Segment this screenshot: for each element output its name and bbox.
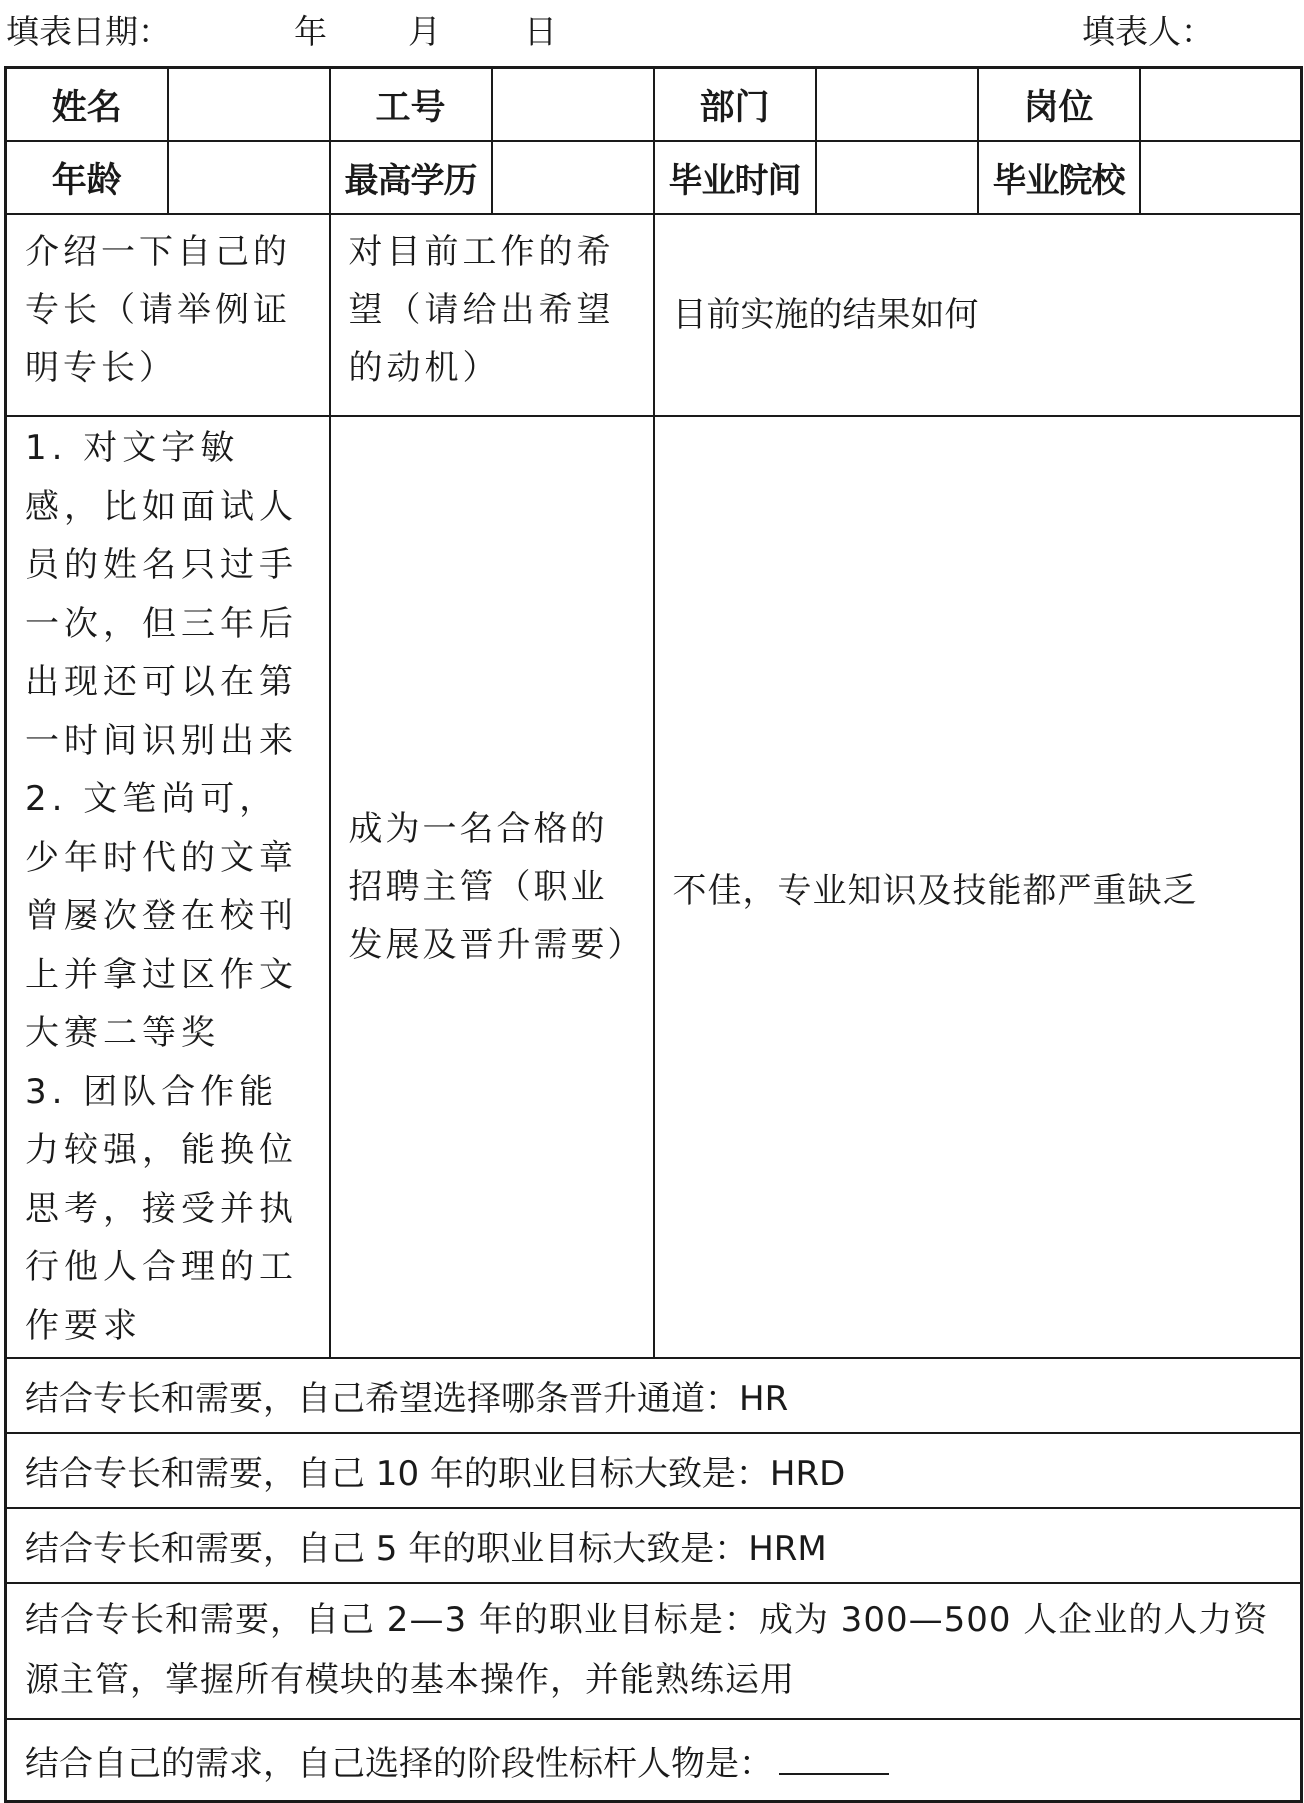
answer-row	[6, 416, 1302, 1358]
dept-label: 部门	[654, 68, 816, 142]
goal-channel-row	[6, 1358, 1302, 1433]
goal-two-three-year-row	[6, 1583, 1302, 1719]
grad-time-field[interactable]	[816, 141, 978, 214]
year-label: 年	[294, 12, 327, 51]
age-label: 年龄	[6, 141, 168, 214]
strength-item-2: 2. 文笔尚可，少年时代的文章曾屡次登在校刊上并拿过区作文大赛二等奖	[25, 779, 298, 1053]
post-field[interactable]	[1140, 68, 1302, 142]
dept-field[interactable]	[816, 68, 978, 142]
benchmark-blank[interactable]	[779, 1743, 889, 1775]
day-label: 日	[524, 12, 557, 51]
question-hopes: 对目前工作的希望（请给出希望的动机）	[330, 214, 654, 416]
goal-channel[interactable]: 结合专长和需要，自己希望选择哪条晋升通道：HR	[6, 1358, 1302, 1433]
benchmark-label: 结合自己的需求，自己选择的阶段性标杆人物是：	[25, 1743, 773, 1784]
grad-school-label: 毕业院校	[978, 141, 1140, 214]
career-plan-table	[4, 66, 1303, 1803]
edu-label: 最高学历	[330, 141, 492, 214]
question-results: 目前实施的结果如何	[654, 214, 1302, 416]
benchmark-row	[6, 1719, 1302, 1802]
strength-item-1: 1. 对文字敏感，比如面试人员的姓名只过手一次，但三年后出现还可以在第一时间识别出来	[25, 428, 298, 761]
answer-hopes[interactable]: 成为一名合格的招聘主管（职业发展及晋升需要）	[330, 416, 654, 1358]
goal-five-year-row	[6, 1508, 1302, 1583]
form-header	[0, 0, 1304, 58]
id-label: 工号	[330, 68, 492, 142]
id-field[interactable]	[492, 68, 654, 142]
age-field[interactable]	[168, 141, 330, 214]
question-row	[6, 214, 1302, 416]
answer-results[interactable]: 不佳，专业知识及技能都严重缺乏	[654, 416, 1302, 1358]
question-strengths: 介绍一下自己的专长（请举例证明专长）	[6, 214, 330, 416]
info-row-1	[6, 68, 1302, 142]
benchmark-cell[interactable]	[6, 1719, 1302, 1802]
goal-two-three-year[interactable]: 结合专长和需要，自己 2—3 年的职业目标是：成为 300—500 人企业的人力资源主管，掌握所有模块的基本操作，并能熟练运用	[6, 1583, 1302, 1719]
goal-ten-year-row	[6, 1433, 1302, 1508]
post-label: 岗位	[978, 68, 1140, 142]
answer-strengths[interactable]	[6, 416, 330, 1358]
edu-field[interactable]	[492, 141, 654, 214]
filler-label: 填表人：	[1082, 12, 1214, 51]
grad-time-label: 毕业时间	[654, 141, 816, 214]
info-row-2	[6, 141, 1302, 214]
name-field[interactable]	[168, 68, 330, 142]
grad-school-field[interactable]	[1140, 141, 1302, 214]
name-label: 姓名	[6, 68, 168, 142]
month-label: 月	[408, 12, 441, 51]
goal-five-year[interactable]: 结合专长和需要，自己 5 年的职业目标大致是：HRM	[6, 1508, 1302, 1583]
strength-item-3: 3. 团队合作能力较强，能换位思考，接受并执行他人合理的工作要求	[25, 1071, 298, 1346]
goal-ten-year[interactable]: 结合专长和需要，自己 10 年的职业目标大致是：HRD	[6, 1433, 1302, 1508]
fill-date-label: 填表日期：	[6, 12, 171, 51]
